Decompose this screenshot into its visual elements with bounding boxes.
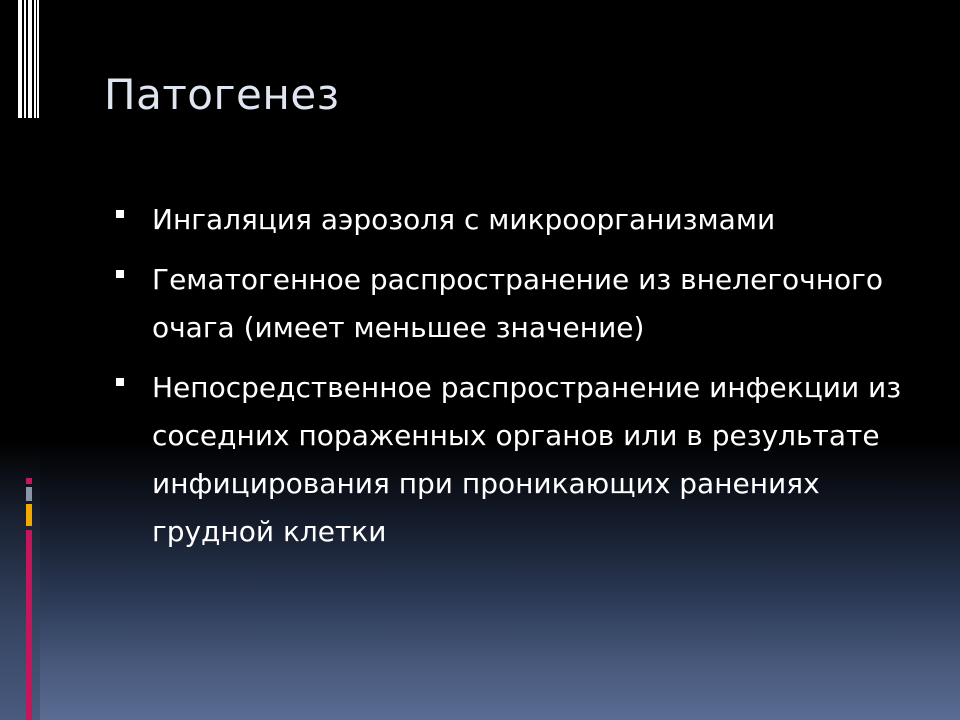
deco-orange-block [26, 504, 32, 526]
deco-magenta-long [26, 530, 32, 720]
slide-title: Патогенез [104, 70, 340, 119]
deco-stripe [37, 0, 39, 118]
bullet-item [112, 364, 912, 556]
bullet-text: Непосредственное распространение инфекции из соседних пораженных органов или в результате инфицирования при проникающих ранениях грудной клетки [152, 371, 902, 548]
bullet-text: Гематогенное распространение из внелегочного очага (имеет меньшее значение) [152, 263, 883, 344]
square-bullet-icon [116, 378, 124, 386]
deco-gray-block [26, 487, 32, 501]
square-bullet-icon [116, 210, 124, 218]
bullet-item [112, 256, 912, 352]
deco-stripe [28, 0, 32, 118]
deco-magenta-small [26, 478, 32, 484]
deco-stripe [34, 0, 36, 118]
bullet-list [112, 196, 912, 568]
bullet-text: Ингаляция аэрозоля с микроорганизмами [152, 203, 776, 236]
square-bullet-icon [116, 270, 124, 278]
bullet-item [112, 196, 912, 244]
deco-stripe [24, 0, 26, 118]
deco-stripe [18, 0, 22, 118]
